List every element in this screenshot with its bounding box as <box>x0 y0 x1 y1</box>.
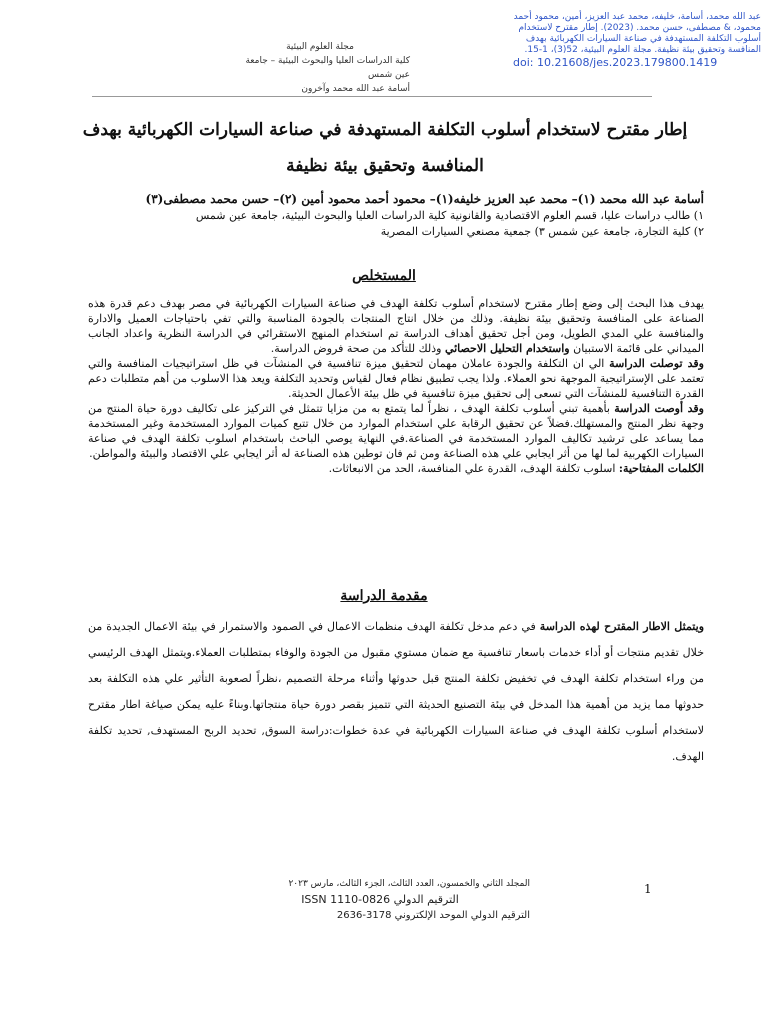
citation-line: المنافسة وتحقيق بيئة نظيفة. مجلة العلوم البيئية، 52(3)، 1-15. <box>524 45 761 55</box>
abstract-text: بأهمية تبني أسلوب تكلفة الهدف ، نظراً لما يتمتع به من مزايا تتمثل في التركيز على تكاليف دورة حياة المنتج من وجهة نظر المنتج والمستهلك.فضلاً عن تحقيق الرقابة علي استخدام الموارد من خلال تتبع كميات الموارد المستخدمة وغير المستخدمة مما يساعد على ترشيد تكاليف الموارد المستخدمة في الصناعة.في النهاية يوصي الباحث باستخدام اسلوب تكلفة الهدف في صناعة السيارات الكهربية لما لها من أثر ايجابي علي هذه الصناعة ومن ثم فان توطين هذه الصناعة له أثر ايجابي علي الاقتصاد والبيئة والمواطن. <box>88 402 704 460</box>
page-footer <box>230 876 530 924</box>
intro-text: في دعم مدخل تكلفة الهدف منظمات الاعمال في الصمود والاستمرار في بيئة الاعمال الجديدة من خلال تقديم منتجات أو أداء خدمات باسعار تنافسية مع ضمان مستوي مقبول من الجودة والوفاء بمتطلبات العملاء.ويتمثل الهدف الرئيسي من وراء استخدام تكلفة الهدف في تخفيض تكلفة المنتج قبل حدوثها وأثناء مرحلة التصميم ،نظراً لصعوبة التأثير علي هذه التكلفة بعد حدوثها مما يزيد من أهمية هذا المدخل في بيئة التصنيع الحديثة التي تتميز بقصر دورة حياة منتجاتها.وبناءً عليه يمكن صياغة اطار مقترح لاستخدام أسلوب تكلفة الهدف في صناعة السيارات الكهربائية في عدة خطوات:دراسة السوق, تحديد الربح المستهدف, تحديد تكلفة الهدف. <box>88 620 704 763</box>
affiliations <box>70 208 704 240</box>
abstract-bold: واستخدام التحليل الاحصائي <box>444 342 570 355</box>
abstract-bold: وقد توصلت الدراسة <box>609 357 704 370</box>
abstract-paragraph <box>88 356 704 401</box>
doi-link[interactable]: doi: 10.21608/jes.2023.179800.1419 <box>513 56 718 69</box>
header-divider <box>92 96 652 97</box>
journal-faculty: كلية الدراسات العليا والبحوث البيئية – جامعة عين شمس <box>245 56 410 80</box>
author-list: أسامة عبد الله محمد (١)– محمد عبد العزيز خليفه(١)– محمود أحمد محمود أمين (٢)– حسن محمد مصطفى(٣) <box>145 192 704 206</box>
paper-title: إطار مقترح لاستخدام أسلوب التكلفة المستهدفة في صناعة السيارات الكهربائية بهدف المنافسة وتحقيق بيئة نظيفة <box>82 120 688 176</box>
abstract-text: وذلك للتأكد من صحة فروض الدراسة. <box>270 342 442 355</box>
intro-body <box>88 614 704 770</box>
running-authors: أسامة عبد الله محمد وآخرون <box>301 84 410 94</box>
intro-paragraph <box>88 614 704 770</box>
intro-heading: مقدمة الدراسة <box>340 588 428 604</box>
affiliation-line: ٢) كلية التجارة، جامعة عين شمس ٣) جمعية مصنعي السيارات المصرية <box>380 225 704 238</box>
keywords <box>88 461 704 476</box>
citation-block <box>513 12 761 69</box>
abstract-bold: وقد أوصت الدراسة <box>614 402 704 415</box>
citation-line: أسلوب التكلفة المستهدفة في صناعة السيارات الكهربائية بهدف <box>525 34 761 44</box>
abstract-text: الي ان التكلفة والجودة عاملان مهمان لتحقيق ميزة تنافسية في المنشآت في ظل استراتيجيات المنافسة والتي تعتمد على الإستراتيجية الموجهة نحو العملاء. ولذا يجب تطبيق نظام فعال لقياس وتحديد التكلفة ويعد هذا الاسلوب من أهم متطلبات دعم القدرة التنافسية للمنشآت التي تسعى إلى تحقيق ميزة تنافسية في ظل بيئة الأعمال الحديثة. <box>88 357 704 400</box>
keywords-label: الكلمات المفتاحية: <box>618 462 704 475</box>
keywords-text: اسلوب تكلفة الهدف، القدرة علي المنافسة، الحد من الانبعاثات. <box>328 462 616 475</box>
affiliation-line: ١) طالب دراسات عليا، قسم العلوم الاقتصادية والقانونية كلية الدراسات العليا والبحوث البيئية، جامعة عين شمس <box>195 209 704 222</box>
footer-volume: المجلد الثاني والخمسون، العدد الثالث، الجزء الثالث، مارس ٢٠٢٣ <box>288 879 530 889</box>
abstract-body <box>88 296 704 476</box>
footer-eissn: الترقيم الدولي الموحد الإلكتروني 3178-2636 <box>336 910 530 921</box>
footer-issn: الترقيم الدولي ISSN 1110-0826 <box>301 893 459 906</box>
abstract-paragraph <box>88 401 704 461</box>
abstract-heading: المستخلص <box>352 268 416 284</box>
intro-bold: ويتمثل الاطار المقترح لهذه الدراسة <box>539 620 705 633</box>
journal-name: مجلة العلوم البيئية <box>286 42 354 52</box>
page-number: 1 <box>644 882 652 896</box>
citation-line: محمود، & مصطفى، حسن محمد. (2023). إطار مقترح لاستخدام <box>518 23 761 33</box>
journal-header <box>230 40 410 96</box>
abstract-text: يهدف هذا البحث إلى وضع إطار مقترح لاستخدام أسلوب تكلفة الهدف في صناعة السيارات الكهربائية في مصر بهدف دعم قدرة هذه الصناعة على المنافسة وتحقيق بيئة نظيفة. وذلك من خلال انتاج المنتجات بالجودة المناسبة والتي تفي باحتياجات العميل والادارة والمنافسة علي المدي الطويل، ومن أجل تحقيق أهداف الدراسة تم استخدام المنهج الاستقرائي في الدراسة النظرية واعداد الجانب الميداني على قائمة الاستبيان <box>88 297 704 355</box>
abstract-paragraph <box>88 296 704 356</box>
citation-line: عبد الله محمد، أسامة، خليفه، محمد عبد العزيز، أمين، محمود أحمد <box>513 12 761 22</box>
